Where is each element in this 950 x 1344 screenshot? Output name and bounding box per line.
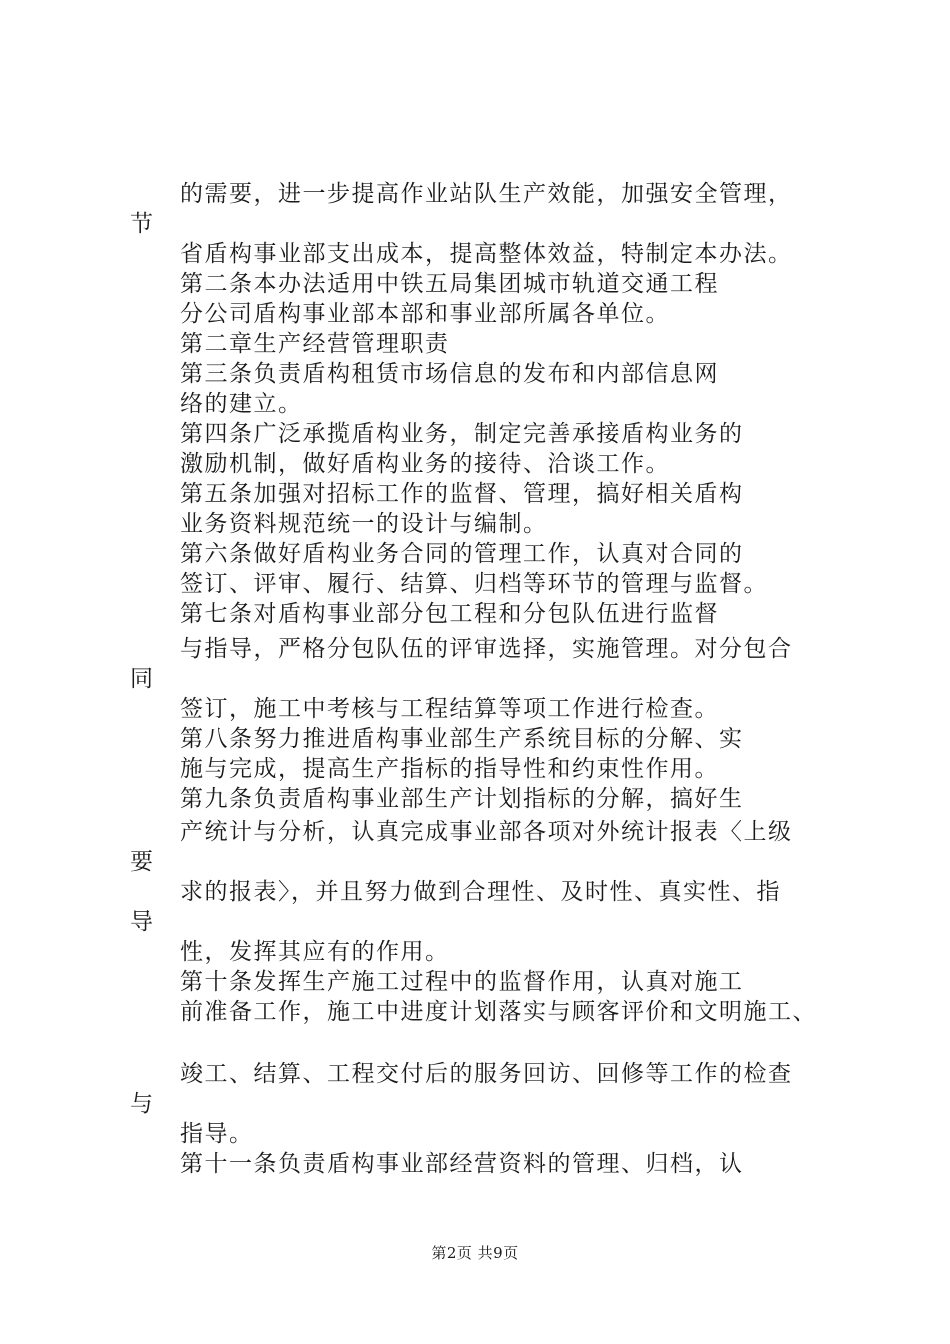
text-line-27: 第十条发挥生产施工过程中的监督作用，认真对施工 [180, 969, 744, 995]
text-line-30: 与 [130, 1091, 155, 1117]
text-line-7: 第三条负责盾构租赁市场信息的发布和内部信息网 [180, 361, 719, 387]
text-line-1: 的需要，进一步提高作业站队生产效能，加强安全管理， [180, 181, 793, 207]
text-line-32: 第十一条负责盾构事业部经营资料的管理、归档，认 [180, 1151, 744, 1177]
text-line-4: 第二条本办法适用中铁五局集团城市轨道交通工程 [180, 271, 719, 297]
text-line-11: 第五条加强对招标工作的监督、管理，搞好相关盾构 [180, 481, 744, 507]
text-line-23: 要 [130, 849, 155, 875]
text-line-17: 同 [130, 666, 155, 692]
text-line-22: 产统计与分析，认真完成事业部各项对外统计报表〈上级 [180, 819, 793, 845]
text-line-9: 第四条广泛承揽盾构业务，制定完善承接盾构业务的 [180, 421, 744, 447]
text-line-29: 竣工、结算、工程交付后的服务回访、回修等工作的检查 [180, 1061, 793, 1087]
text-line-14: 签订、评审、履行、结算、归档等环节的管理与监督。 [180, 571, 768, 597]
text-line-3: 省盾构事业部支出成本，提高整体效益，特制定本办法。 [180, 241, 793, 267]
text-line-16: 与指导，严格分包队伍的评审选择，实施管理。对分包合 [180, 636, 793, 662]
text-line-18: 签订，施工中考核与工程结算等项工作进行检查。 [180, 696, 719, 722]
text-line-25: 导 [130, 909, 155, 935]
text-line-12: 业务资料规范统一的设计与编制。 [180, 511, 548, 537]
page-footer: 第2页 共9页 [431, 1244, 519, 1262]
text-line-24: 求的报表〉，并且努力做到合理性、及时性、真实性、指 [180, 879, 781, 905]
text-line-21: 第九条负责盾构事业部生产计划指标的分解，搞好生 [180, 786, 744, 812]
text-line-5: 分公司盾构事业部本部和事业部所属各单位。 [180, 301, 670, 327]
text-line-13: 第六条做好盾构业务合同的管理工作，认真对合同的 [180, 541, 744, 567]
text-line-2: 节 [130, 211, 155, 237]
text-line-19: 第八条努力推进盾构事业部生产系统目标的分解、实 [180, 726, 744, 752]
text-line-15: 第七条对盾构事业部分包工程和分包队伍进行监督 [180, 601, 719, 627]
text-line-8: 络的建立。 [180, 391, 303, 417]
text-line-28: 前准备工作，施工中进度计划落实与顾客评价和文明施工、 [180, 999, 817, 1025]
text-line-31: 指导。 [180, 1121, 254, 1147]
text-line-26: 性，发挥其应有的作用。 [180, 939, 450, 965]
chapter-heading: 第二章生产经营管理职责 [180, 331, 450, 357]
text-line-20: 施与完成，提高生产指标的指导性和约束性作用。 [180, 756, 719, 782]
text-line-10: 激励机制，做好盾构业务的接待、洽谈工作。 [180, 451, 670, 477]
